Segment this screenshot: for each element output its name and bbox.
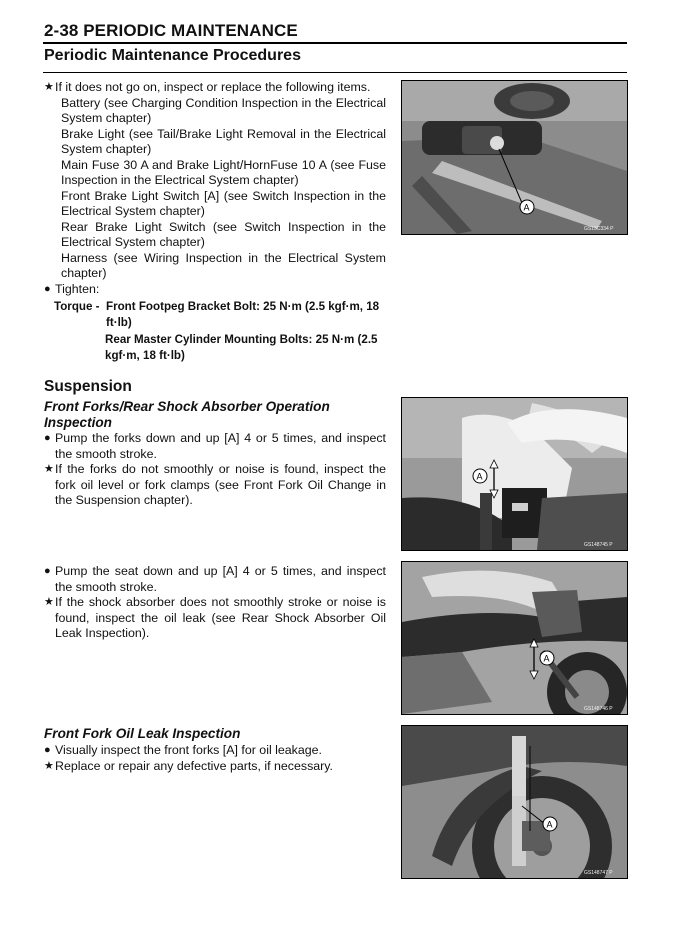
section-title: Periodic Maintenance Procedures — [44, 47, 301, 64]
torque-label: Torque - — [54, 300, 100, 313]
callout-label: A — [543, 653, 550, 664]
bullet-note: ● Pump the forks down and up [A] 4 or 5 times, and inspect the smooth stroke. — [44, 431, 386, 461]
callout-label: A — [523, 202, 530, 213]
list-item: Main Fuse 30 A and Brake Light/HornFuse 10 A (see Fuse Inspection in the Electrical System chapter) — [61, 157, 386, 187]
list-item: Brake Light (see Tail/Brake Light Removal in the Electrical System chapter) — [61, 126, 386, 156]
list-item: Rear Brake Light Switch (see Switch Inspection in the Electrical System chapter) — [61, 219, 386, 249]
figure-fork-oil-leak — [401, 725, 628, 879]
callout-label: A — [476, 471, 483, 482]
bullet-icon: ● — [44, 432, 51, 444]
star-note: ★ If the shock absorber does not smoothly stroke or noise is found, inspect the oil leak (see Rear Shock Absorber Oil Leak Inspection). — [44, 595, 386, 640]
header-rule — [43, 42, 627, 44]
inspection-text-block — [44, 80, 386, 363]
subsection-title: Front Forks/Rear Shock Absorber Operation Inspection — [44, 399, 330, 430]
figure-code: GS13C334 P — [584, 226, 614, 232]
oil-leak-text — [44, 743, 386, 774]
torque-spec — [44, 299, 386, 363]
star-icon: ★ — [44, 463, 54, 475]
callout-label: A — [546, 819, 553, 830]
star-icon: ★ — [44, 759, 54, 772]
star-note: ★ If it does not go on, inspect or replace the following items. — [44, 80, 371, 94]
figure-code: GS148747 P — [584, 870, 613, 876]
bullet-icon: ● — [44, 282, 51, 295]
star-icon: ★ — [44, 81, 54, 93]
figure-rear-shock — [401, 561, 628, 715]
photo-rear-seat — [402, 562, 627, 714]
figure-code: GS148745 P — [584, 542, 613, 548]
figure-code: GS148746 P — [584, 706, 613, 712]
photo-brake-lever — [402, 81, 627, 234]
section-rule — [43, 72, 627, 73]
fork-inspection-text — [44, 431, 386, 509]
shock-inspection-text — [44, 564, 386, 642]
torque-value: Rear Master Cylinder Mounting Bolts: 25 N·m (2.5 kgf·m, 18 ft·lb) — [105, 333, 378, 362]
star-icon: ★ — [44, 596, 54, 608]
list-item: Battery (see Charging Condition Inspection in the Electrical System chapter) — [61, 95, 386, 125]
bullet-note: ● Visually inspect the front forks [A] for oil leakage. — [44, 743, 322, 757]
bullet-note: ● Pump the seat down and up [A] 4 or 5 times, and inspect the smooth stroke. — [44, 564, 386, 594]
figure-front-forks — [401, 397, 628, 551]
figure-brake-light-switch — [401, 80, 628, 235]
photo-front-forks — [402, 398, 627, 550]
photo-fork-leg — [402, 726, 627, 878]
subsection-title: Front Fork Oil Leak Inspection — [44, 726, 241, 741]
bullet-note: ● Tighten: — [44, 281, 100, 296]
suspension-heading: Suspension — [44, 378, 132, 395]
list-item: Front Brake Light Switch [A] (see Switch Inspection in the Electrical System chapter) — [61, 188, 386, 218]
list-item: Harness (see Wiring Inspection in the Electrical System chapter) — [61, 250, 386, 280]
torque-value: Front Footpeg Bracket Bolt: 25 N·m (2.5 kgf·m, 18 ft·lb) — [106, 300, 380, 329]
page-title: 2-38 PERIODIC MAINTENANCE — [44, 21, 298, 40]
star-note: ★ Replace or repair any defective parts, if necessary. — [44, 758, 334, 773]
star-note: ★ If the forks do not smoothly or noise is found, inspect the fork oil level or fork clamps (see Front Fork Oil Change in the Suspension chapter). — [44, 462, 386, 507]
bullet-icon: ● — [44, 744, 51, 756]
bullet-icon: ● — [44, 565, 51, 577]
